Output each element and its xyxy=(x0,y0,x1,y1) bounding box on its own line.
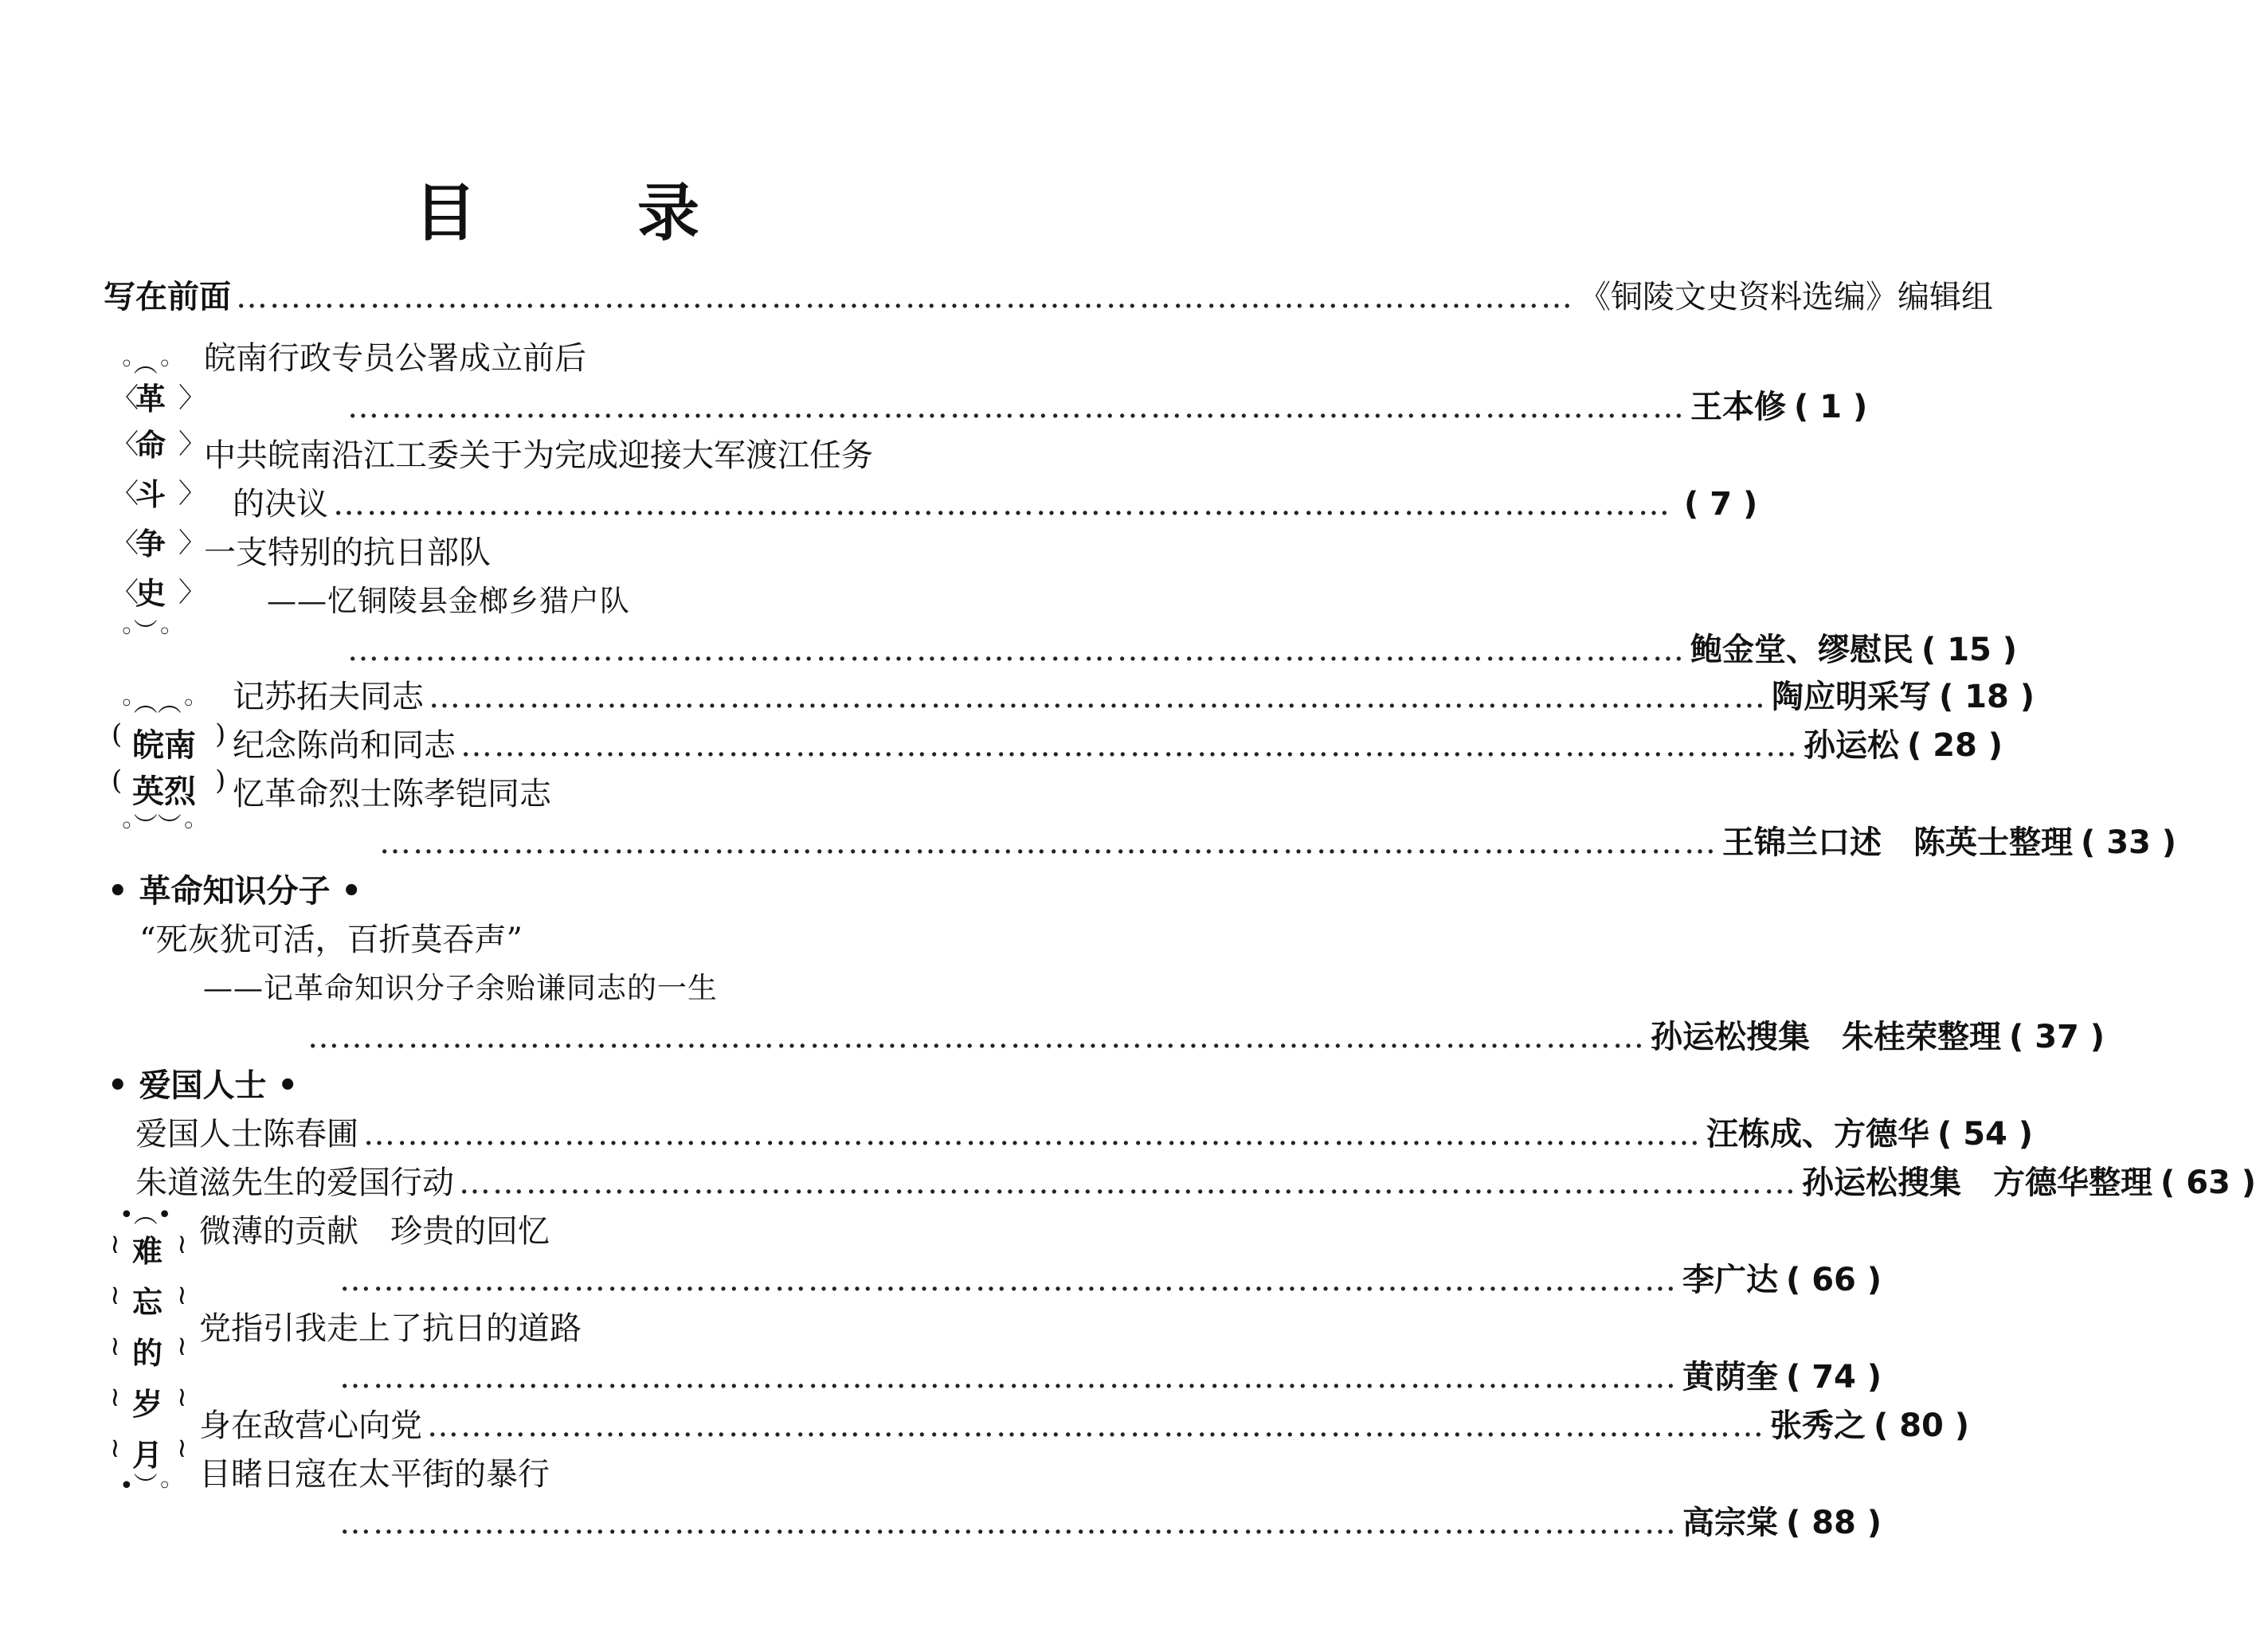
section-char: 的 xyxy=(131,1336,163,1371)
toc-entry-page: ( 7 ) xyxy=(1684,486,1758,523)
bracket-left: ≀ xyxy=(110,1381,120,1413)
toc-entry-author: 张秀之 xyxy=(1770,1407,1866,1444)
toc-entry-line xyxy=(343,630,2018,670)
toc-entry-author: 高宗棠 xyxy=(1682,1505,1778,1541)
toc-entry-page: ( 33 ) xyxy=(2081,824,2177,861)
toc-entry-author: 孙运松搜集 朱桂荣整理 xyxy=(1651,1019,2001,1055)
leader-dots: ………………………………………………………………………………………………………… xyxy=(339,1505,1678,1541)
toc-entry-line xyxy=(233,484,1758,524)
bracket-right: 〉 xyxy=(178,577,206,609)
bracket-left: ≀ xyxy=(110,1279,120,1311)
decor-top: ◦︵︵◦ xyxy=(119,690,196,718)
toc-entry-subtitle: ——记革命知识分子余贻谦同志的一生 xyxy=(203,971,718,1005)
bracket-right: ≀ xyxy=(177,1432,187,1464)
toc-entry-title: 一支特别的抗日部队 xyxy=(204,534,491,571)
bracket-right: 〉 xyxy=(178,527,206,559)
bracket-left: 〈 xyxy=(112,382,139,414)
toc-entry-line xyxy=(199,1406,1970,1446)
bracket-right: 〉 xyxy=(178,382,206,414)
toc-entry-line xyxy=(335,1357,1882,1397)
leader-dots: ………………………………………………………………………………………………………… xyxy=(347,632,1686,668)
leader-dots: ………………………………………………………………………………………………………… xyxy=(307,1019,1646,1055)
toc-entry-page: ( 80 ) xyxy=(1874,1407,1970,1444)
toc-entry-author: 王锦兰口述 陈英士整理 xyxy=(1722,824,2073,861)
leader-dots: ………………………………………………………………………………………………………… xyxy=(460,727,1799,764)
toc-entry-title-continued: 的决议 xyxy=(233,486,328,523)
bracket-left: 〈 xyxy=(112,577,139,609)
leader-dots: ………………………………………………………………………………………………………… xyxy=(379,824,1717,861)
toc-entry-line xyxy=(135,1114,2034,1154)
section-char: 斗 xyxy=(135,477,166,512)
bracket-right: ≀ xyxy=(177,1330,187,1362)
decor-top: ◦︵◦ xyxy=(119,350,172,378)
toc-entry-title: 朱道滋先生的爱国行动 xyxy=(135,1165,454,1201)
toc-entry-author: 黄荫奎 xyxy=(1682,1359,1778,1396)
section-heading-patriotic-figures: • 爱国人士 • xyxy=(108,1067,298,1104)
section-label-line: 皖南 xyxy=(132,727,196,764)
leader-dots: ………………………………………………………………………………………………………… xyxy=(459,1165,1797,1201)
toc-entry-author: 陶应明采写 xyxy=(1772,679,1931,715)
toc-entry-title: 爱国人士陈春圃 xyxy=(135,1116,358,1153)
toc-entry-page: ( 1 ) xyxy=(1794,389,1868,425)
intro-label: 写在前面 xyxy=(104,279,231,315)
section-char: 岁 xyxy=(131,1387,163,1422)
toc-entry-page: ( 15 ) xyxy=(1921,632,2018,668)
bracket-right: 〉 xyxy=(178,478,206,510)
toc-entry-title: “死灰犹可活，百折莫吞声” xyxy=(139,922,523,958)
leader-dots: ………………………………………………………………………………………………………… xyxy=(427,1407,1765,1444)
leader-dots: ………………………………………………………………………………………………………… xyxy=(339,1262,1678,1298)
bracket-left: ≀ xyxy=(110,1432,120,1464)
bracket-right: ) xyxy=(215,765,226,797)
bracket-left: ( xyxy=(112,765,123,797)
bracket-right: ≀ xyxy=(177,1279,187,1311)
toc-entry-line xyxy=(335,1260,1882,1300)
leader-dots: ………………………………………………………………………………………………………… xyxy=(339,1359,1678,1396)
toc-entry-page: ( 88 ) xyxy=(1786,1505,1882,1541)
decor-bottom: ◦︶◦ xyxy=(119,618,172,646)
section-char: 命 xyxy=(135,428,166,463)
toc-entry-title: 党指引我走上了抗日的道路 xyxy=(199,1310,582,1347)
leader-dots: ………………………………………………………………………………………………………… xyxy=(236,279,1574,315)
bracket-right: ) xyxy=(215,718,226,750)
section-char: 史 xyxy=(135,576,166,611)
bracket-right: 〉 xyxy=(178,429,206,460)
toc-entry-line xyxy=(233,677,2035,717)
section-heading-revolutionary-intellectuals: • 革命知识分子 • xyxy=(108,873,362,910)
bracket-left: ≀ xyxy=(110,1330,120,1362)
leader-dots: ………………………………………………………………………………………………………… xyxy=(333,486,1671,523)
toc-entry-line xyxy=(343,387,1868,427)
bracket-right: ≀ xyxy=(177,1381,187,1413)
toc-entry-title: 记苏拓夫同志 xyxy=(233,679,424,715)
toc-entry-line xyxy=(233,726,2003,765)
leader-dots: ………………………………………………………………………………………………………… xyxy=(347,389,1686,425)
section-char: 革 xyxy=(135,382,166,417)
toc-entry-author: 汪栋成、方德华 xyxy=(1706,1116,1929,1153)
bracket-left: ≀ xyxy=(110,1228,120,1260)
bracket-left: 〈 xyxy=(112,478,139,510)
toc-entry-title: 皖南行政专员公署成立前后 xyxy=(204,340,586,377)
toc-entry-line xyxy=(335,1503,1882,1543)
toc-entry-page: ( 63 ) xyxy=(2160,1165,2256,1201)
decor-bottom: •︶◦ xyxy=(119,1472,172,1500)
intro-author: 《铜陵文史资料选编》编辑组 xyxy=(1579,279,1993,315)
toc-entry-page: ( 28 ) xyxy=(1907,727,2003,764)
page-title-char-2: 录 xyxy=(637,178,700,249)
toc-entry-page: ( 66 ) xyxy=(1786,1262,1882,1298)
toc-entry-page: ( 54 ) xyxy=(1937,1116,2034,1153)
toc-entry-page: ( 37 ) xyxy=(2009,1019,2105,1055)
bracket-left: 〈 xyxy=(112,429,139,460)
decor-top: •︵• xyxy=(119,1201,172,1229)
decor-bottom: ◦︶︶◦ xyxy=(119,812,196,840)
toc-entry-title: 忆革命烈士陈孝铠同志 xyxy=(233,776,551,812)
bracket-left: ( xyxy=(112,718,123,750)
page-title-char-1: 目 xyxy=(414,178,477,249)
section-char: 月 xyxy=(131,1438,163,1473)
bracket-right: ≀ xyxy=(177,1228,187,1260)
toc-entry-page: ( 74 ) xyxy=(1786,1359,1882,1396)
toc-entry-author: 孙运松搜集 方德华整理 xyxy=(1802,1165,2152,1201)
leader-dots: ………………………………………………………………………………………………………… xyxy=(429,679,1767,715)
toc-entry-title: 目睹日寇在太平街的暴行 xyxy=(199,1456,550,1493)
toc-entry-author: 李广达 xyxy=(1682,1262,1778,1298)
toc-entry-page: ( 18 ) xyxy=(1939,679,2035,715)
toc-entry-title: 身在敌营心向党 xyxy=(199,1407,422,1444)
toc-entry-line xyxy=(374,823,2177,863)
toc-entry-author: 鲍金堂、缪慰民 xyxy=(1690,632,1913,668)
leader-dots: ………………………………………………………………………………………………………… xyxy=(363,1116,1702,1153)
toc-intro xyxy=(104,277,1993,317)
toc-entry-line xyxy=(303,1017,2105,1057)
toc-entry-author: 王本修 xyxy=(1690,389,1786,425)
toc-entry-line xyxy=(135,1163,2256,1203)
toc-entry-subtitle: ——忆铜陵县金榔乡猎户队 xyxy=(267,584,630,618)
toc-entry-title: 纪念陈尚和同志 xyxy=(233,727,456,764)
section-char: 难 xyxy=(131,1234,163,1269)
section-char: 忘 xyxy=(131,1285,163,1320)
toc-entry-title: 中共皖南沿江工委关于为完成迎接大军渡江任务 xyxy=(204,437,873,474)
toc-entry-author: 孙运松 xyxy=(1804,727,1899,764)
section-label-line: 英烈 xyxy=(132,773,196,810)
toc-entry-title: 微薄的贡献 珍贵的回忆 xyxy=(199,1213,550,1250)
section-char: 争 xyxy=(135,527,166,562)
bracket-left: 〈 xyxy=(112,527,139,559)
